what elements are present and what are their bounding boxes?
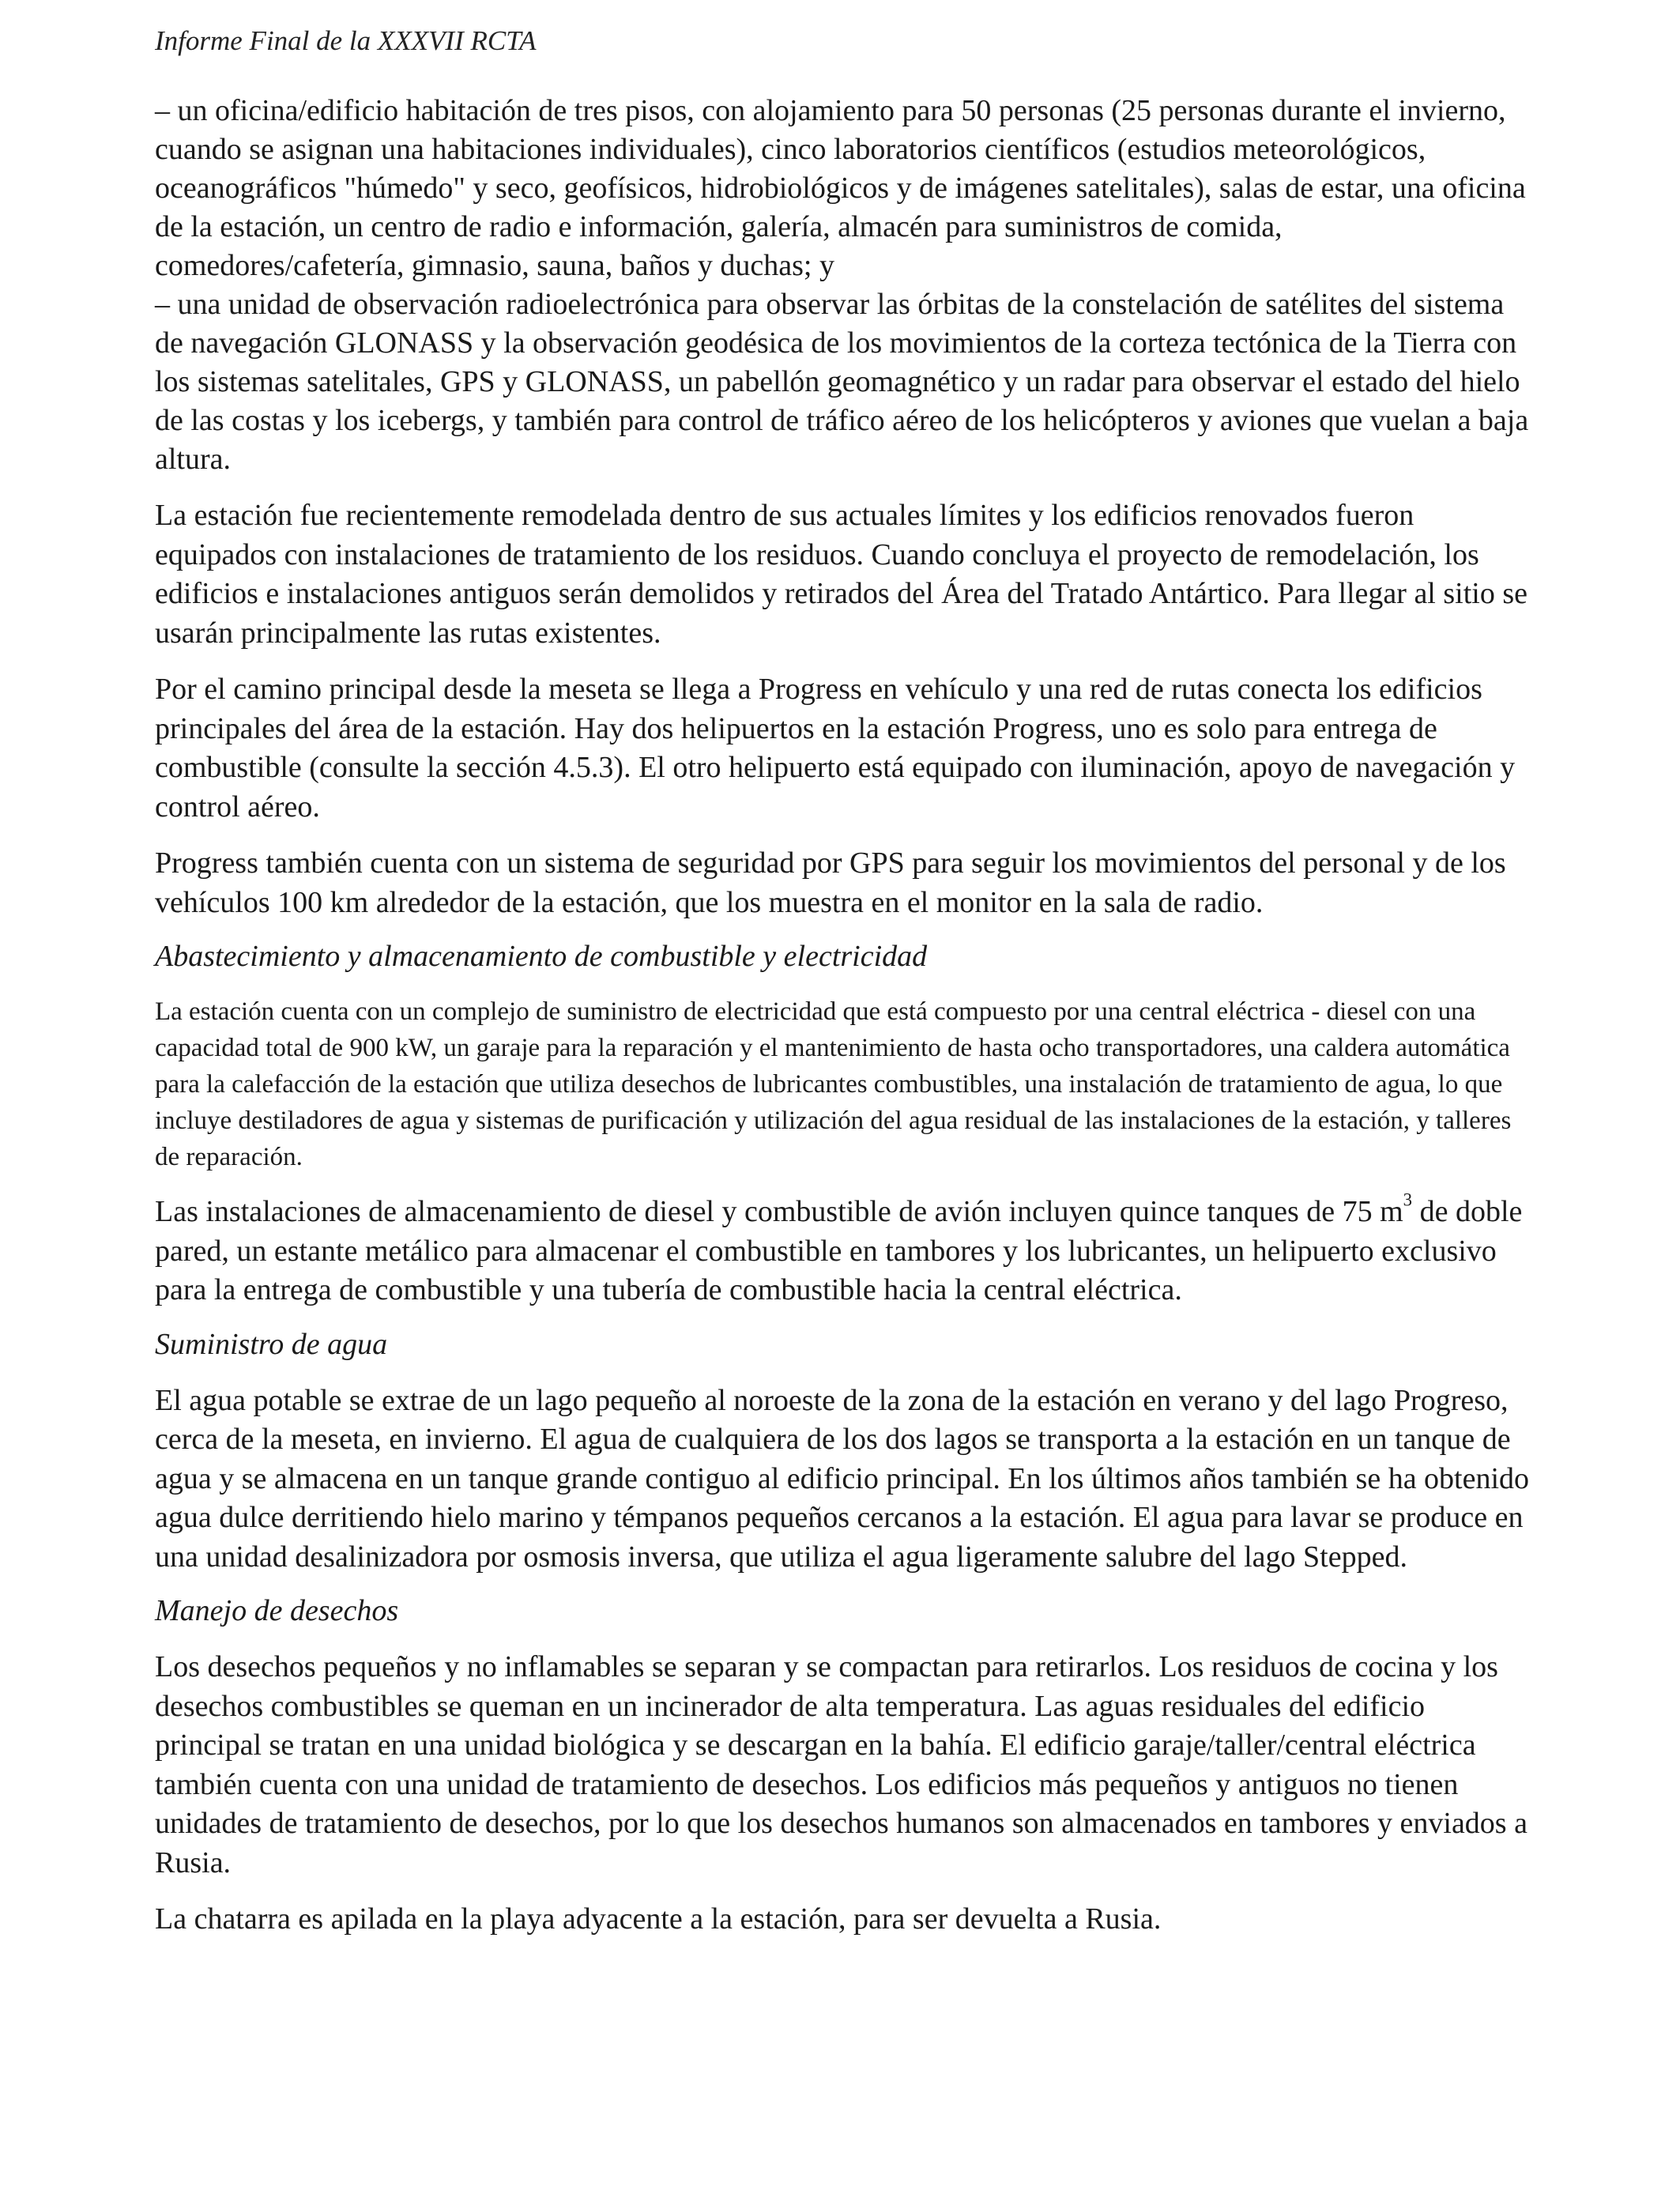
paragraph-fuel-storage — [155, 1189, 1530, 1310]
section-heading-waste: Manejo de desechos — [155, 1594, 399, 1627]
fuel-storage-text-b: de doble pared, un estante metálico para almacenar el combustible en tambores y los lubricantes, un helipuerto exclusivo para la entrega de combustible y una tubería de combustible hacia la central eléctrica. — [155, 1195, 1523, 1306]
paragraph-gps: Progress también cuenta con un sistema de seguridad por GPS para seguir los movimientos del personal y de los vehículos 100 km alrededor de la estación, que los muestra en el monitor en la sala de radio. — [155, 846, 1506, 919]
fuel-storage-text-a: Las instalaciones de almacenamiento de diesel y combustible de avión incluyen quince tanques de 75 m — [155, 1195, 1403, 1228]
document-body — [155, 92, 1530, 1940]
list-item-observation-unit: – una unidad de observación radioelectrónica para observar las órbitas de la constelación de satélites del sistema de navegación GLONASS y la observación geodésica de los movimientos de la corteza tectónica de la Tierra con los sistemas satelitales, GPS y GLONASS, un pabellón geomagnético y un radar para observar el estado del hielo de las costas y los icebergs, y también para control de tráfico aéreo de los helicópteros y aviones que vuelan a baja altura. — [155, 288, 1529, 476]
paragraph-waste: Los desechos pequeños y no inflamables se separan y se compactan para retirarlos. Los residuos de cocina y los desechos combustibles se queman en un incinerador de alta temperatura. Las aguas residuales del edificio principal se tratan en una unidad biológica y se descargan en la bahía. El edificio garaje/taller/central eléctrica también cuenta con una unidad de tratamiento de desechos. Los edificios más pequeños y antiguos no tienen unidades de tratamiento de desechos, por lo que los desechos humanos son almacenados en tambores y enviados a Rusia. — [155, 1650, 1527, 1879]
list-item-office-building: – un oficina/edificio habitación de tres pisos, con alojamiento para 50 personas (25 personas durante el invierno, cuando se asignan una habitaciones individuales), cinco laboratorios científicos (estudios meteorológicos, oceanográficos "húmedo" y seco, geofísicos, hidrobiológicos y de imágenes satelitales), salas de estar, una oficina de la estación, un centro de radio e información, galería, almacén para suministros de comida, comedores/cafetería, gimnasio, sauna, baños y duchas; y — [155, 94, 1526, 282]
paragraph-power: La estación cuenta con un complejo de suministro de electricidad que está compuesto por una central eléctrica - diesel con una capacidad total de 900 kW, un garaje para la reparación y el mantenimiento de hasta ocho transportadores, una caldera automática para la calefacción de la estación que utiliza desechos de lubricantes combustibles, una instalación de tratamiento de agua, lo que incluye destiladores de agua y sistemas de purificación y utilización del agua residual de las instalaciones de la estación, y talleres de reparación. — [155, 997, 1512, 1171]
cubic-superscript: 3 — [1403, 1189, 1413, 1210]
section-heading-fuel: Abastecimiento y almacenamiento de combustible y electricidad — [155, 940, 928, 973]
paragraph-remodel: La estación fue recientemente remodelada dentro de sus actuales límites y los edificios renovados fueron equipados con instalaciones de tratamiento de los residuos. Cuando concluya el proyecto de remodelación, los edificios e instalaciones antiguos serán demolidos y retirados del Área del Tratado Antártico. Para llegar al sitio se usarán principalmente las rutas existentes. — [155, 499, 1527, 650]
paragraph-water: El agua potable se extrae de un lago pequeño al noroeste de la zona de la estación en verano y del lago Progreso, cerca de la meseta, en invierno. El agua de cualquiera de los dos lagos se transporta a la estación en un tanque de agua y se almacena en un tanque grande contiguo al edificio principal. En los últimos años también se ha obtenido agua dulce derritiendo hielo marino y témpanos pequeños cercanos a la estación. El agua para lavar se produce en una unidad desalinizadora por osmosis inversa, que utiliza el agua ligeramente salubre del lago Stepped. — [155, 1383, 1530, 1574]
paragraph-scrap: La chatarra es apilada en la playa adyacente a la estación, para ser devuelta a Rusia. — [155, 1902, 1162, 1936]
section-heading-water: Suministro de agua — [155, 1327, 388, 1361]
paragraph-roads: Por el camino principal desde la meseta se llega a Progress en vehículo y una red de rutas conecta los edificios principales del área de la estación. Hay dos helipuertos en la estación Progress, uno es solo para entrega de combustible (consulte la sección 4.5.3). El otro helipuerto está equipado con iluminación, apoyo de navegación y control aéreo. — [155, 673, 1516, 824]
running-header: Informe Final de la XXXVII RCTA — [155, 25, 537, 56]
